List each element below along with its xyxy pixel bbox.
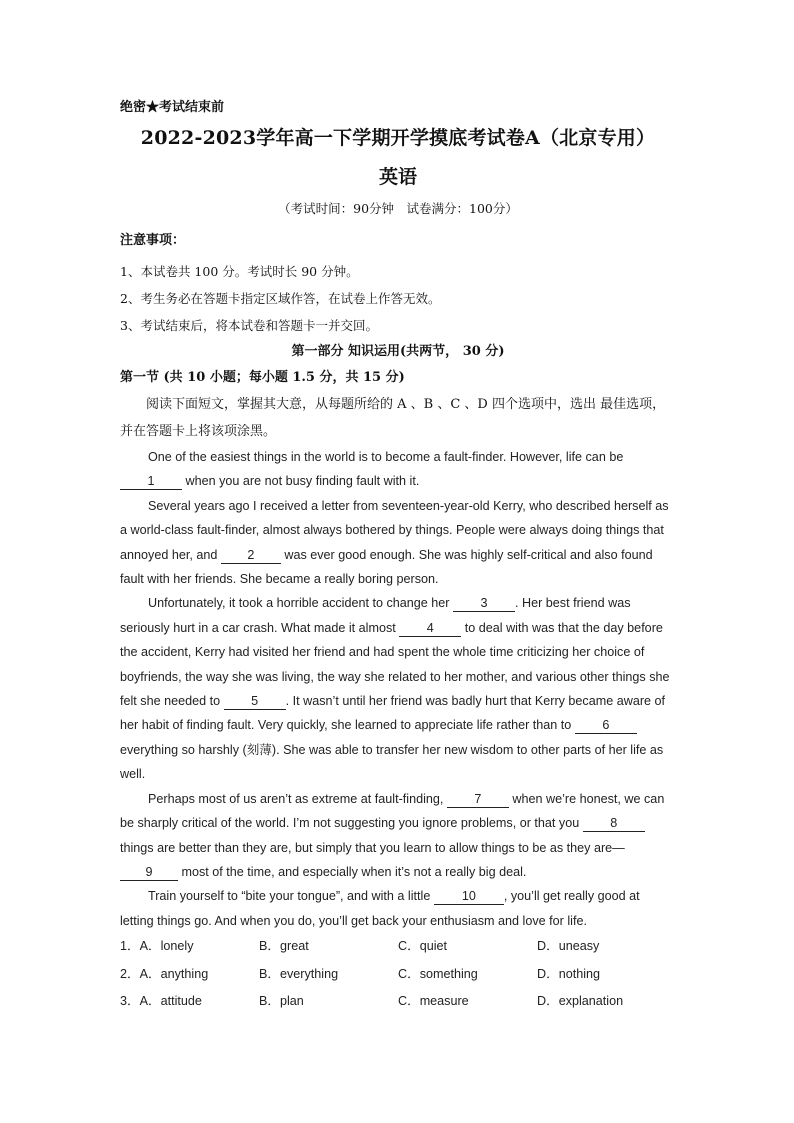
passage-paragraph-2 [120,494,676,592]
text-run: when you are not busy finding fault with it. [182,474,420,489]
answer-blank: 9 [120,864,178,881]
text-run: Train yourself to “bite your tongue”, and with a little [148,889,434,904]
subject-title: 英语 [378,166,417,188]
option-2b: B．everything [259,966,339,981]
answer-blank: 8 [583,815,645,832]
options-grid [120,933,676,1016]
option-1a: 1．A．lonely [120,939,194,954]
option-1b: B．great [259,939,309,954]
option-3d: D．explanation [537,994,624,1009]
answer-blank: 1 [120,473,182,490]
option-3b: B．plan [259,994,304,1009]
section-title: 第一节 (共 10 小题；每小题 1.5 分，共 15 分) [120,370,405,385]
answer-blank: 2 [221,547,281,564]
option-2d: D．nothing [537,966,601,981]
instruction-text: 阅读下面短文，掌握其大意，从每题所给的 A 、B 、C 、D 四个选项中，选出 最佳选项，并在答题卡上将该项涂黑。 [120,397,666,439]
text-run: was ever good enough. She was highly self-critical and also found fault with her friends. She became a really boring person. [120,547,653,587]
option-2a: 2．A．anything [120,966,209,981]
text-run: when we’re honest, we can be sharply critical of the world. I’m not suggesting you ignore problems, or that you [120,791,665,831]
text-run: most of the time, and especially when it’s not a really big deal. [178,864,527,879]
answer-blank: 4 [399,620,461,637]
note-item: 2、考生务必在答题卡指定区域作答，在试卷上作答无效。 [120,291,441,306]
text-run: , you’ll get really good at letting things go. And when you do, you’ll get back your enthusiasm and love for life. [120,889,640,928]
answer-blank: 7 [447,791,509,808]
text-run: Several years ago I received a letter from seventeen-year-old Kerry, who described herself as a world-class fault-finder, almost always bothered by things. People were always doing things that annoyed her, and [120,498,669,562]
text-run: everything so harshly (刻薄). She was able to transfer her new wisdom to other parts of her life as well. [120,742,664,782]
answer-blank: 3 [453,595,515,612]
text-run: . Her best friend was seriously hurt in a car crash. What made it almost [120,596,631,635]
passage-paragraph-3 [120,591,676,786]
option-1c: C．quiet [398,939,447,954]
text-run: Unfortunately, it took a horrible accident to change her [148,596,453,611]
option-3c: C．measure [398,994,469,1009]
answer-blank: 10 [434,888,504,905]
exam-title: 2022-2023学年高一下学期开学摸底考试卷A（北京专用） [140,127,656,149]
note-item: 1、本试卷共 100 分。考试时长 90 分钟。 [120,264,359,279]
exam-time-info: （考试时间：90分钟 试卷满分：100分） [278,201,518,216]
option-1d: D．uneasy [537,939,600,954]
passage-paragraph-4 [120,787,676,885]
answer-blank: 6 [575,717,637,734]
exam-page [120,96,676,1016]
answer-blank: 5 [224,693,286,710]
passage-paragraph-5 [120,884,676,933]
option-3a: 3．A．attitude [120,994,202,1009]
notes-title: 注意事项： [120,233,186,248]
option-2c: C．something [398,966,478,981]
note-item: 3、考试结束后，将本试卷和答题卡一并交回。 [120,318,378,333]
confidential-label: 绝密★考试结束前 [120,99,225,114]
text-run: Perhaps most of us aren’t as extreme at fault-finding, [148,791,447,806]
part-title: 第一部分 知识运用(共两节， 30 分) [291,344,505,359]
text-run: . It wasn’t until her friend was badly hurt that Kerry became aware of her habit of finding fault. Very quickly, she learned to appreciate life rather than to [120,694,666,733]
passage-paragraph-1 [120,445,676,494]
text-run: things are better than they are, but simply that you learn to allow things to be as they are— [120,840,625,855]
text-run: to deal with was that the day before the accident, Kerry had visited her friend and had spent the whole time criticizing her choice of boyfriends, the way she was living, the way she related to her mother, and various other things she felt she needed to [120,620,670,709]
text-run: One of the easiest things in the world is to become a fault-finder. However, life can be [148,450,624,464]
